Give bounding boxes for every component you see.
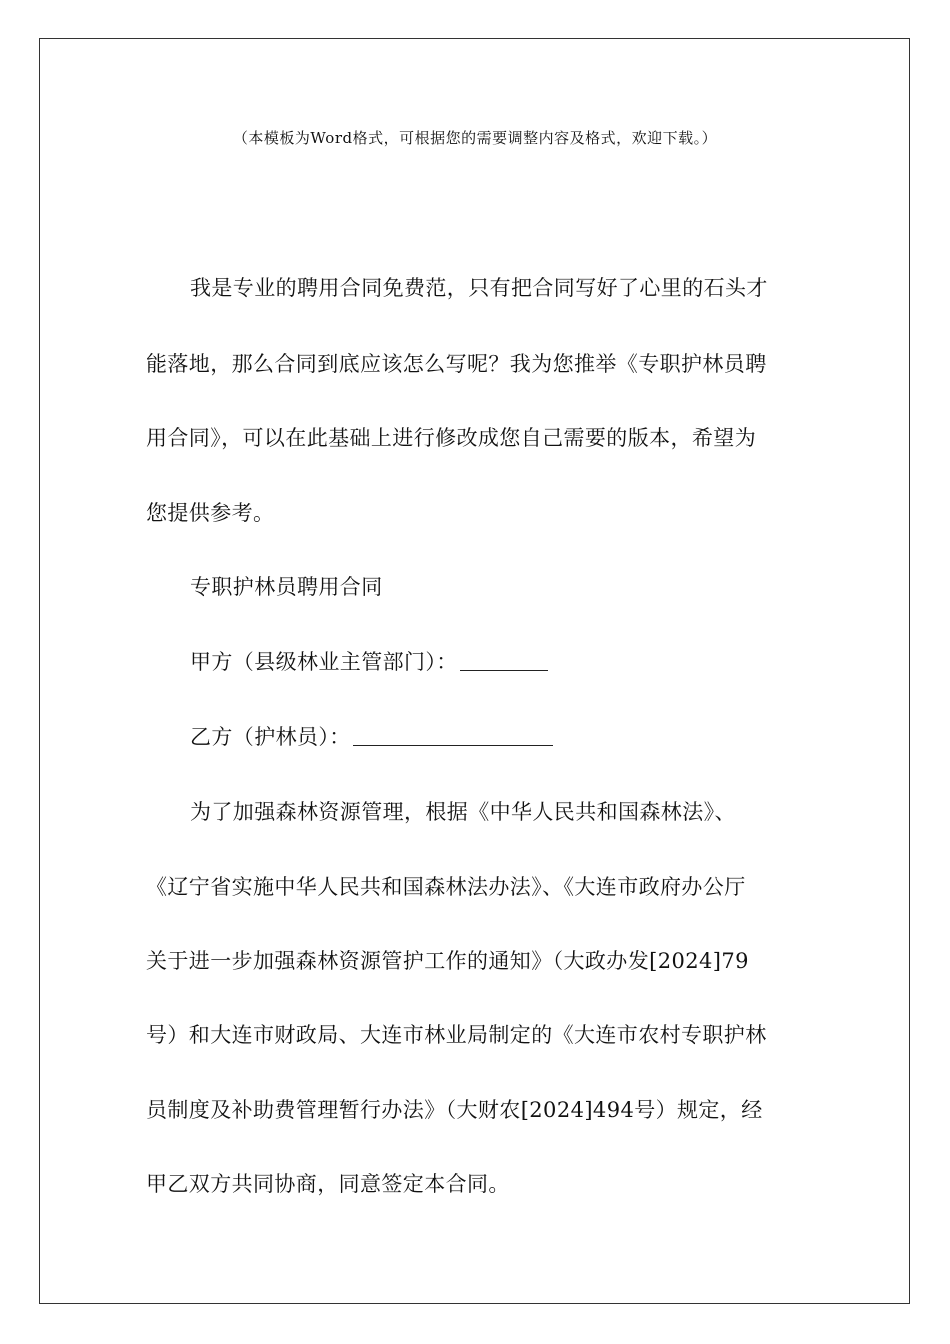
intro-line-1: 我是专业的聘用合同免费范，只有把合同写好了心里的石头才 — [190, 276, 768, 300]
template-note: （本模板为Word格式，可根据您的需要调整内容及格式，欢迎下载。） — [232, 129, 718, 147]
intro-line-3: 用合同》，可以在此基础上进行修改成您自己需要的版本，希望为 — [146, 426, 757, 450]
party-b-blank[interactable] — [353, 723, 553, 746]
party-a-blank[interactable] — [460, 648, 548, 671]
body-line-3: 关于进一步加强森林资源管护工作的通知》（大政办发[2024]79 — [146, 949, 749, 973]
contract-title: 专职护林员聘用合同 — [190, 575, 383, 599]
body-line-2: 《辽宁省实施中华人民共和国森林法办法》、《大连市政府办公厅 — [146, 875, 746, 899]
body-line-1: 为了加强森林资源管理，根据《中华人民共和国森林法》、 — [190, 800, 736, 824]
intro-line-4: 您提供参考。 — [146, 501, 275, 525]
party-a-row — [190, 648, 850, 676]
body-line-4: 号）和大连市财政局、大连市林业局制定的《大连市农村专职护林 — [146, 1023, 767, 1047]
party-a-label: 甲方（县级林业主管部门）： — [190, 650, 458, 674]
body-line-6: 甲乙双方共同协商，同意签定本合同。 — [146, 1172, 510, 1196]
party-b-row — [190, 723, 850, 751]
party-b-label: 乙方（护林员）： — [190, 725, 351, 749]
intro-line-2: 能落地，那么合同到底应该怎么写呢？我为您推举《专职护林员聘 — [146, 352, 767, 376]
body-line-5: 员制度及补助费管理暂行办法》（大财农[2024]494号）规定，经 — [146, 1098, 763, 1122]
